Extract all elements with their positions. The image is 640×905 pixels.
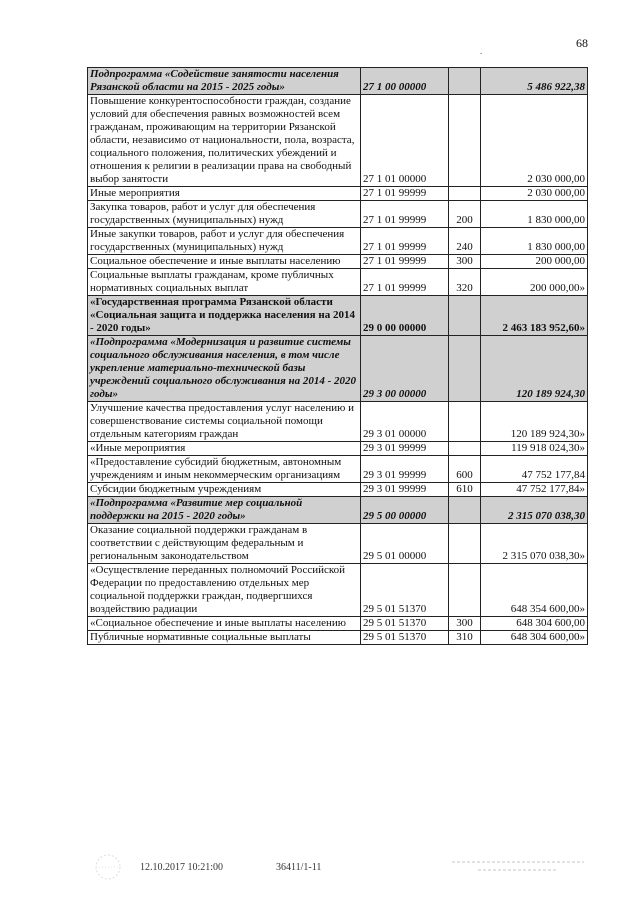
row-amount-cell: 2 315 070 038,30» (481, 524, 588, 564)
row-name-cell: Иные закупки товаров, работ и услуг для обеспечения государственных (муниципальных) нужд (88, 228, 361, 255)
row-vr-cell (449, 68, 481, 95)
row-code-cell: 29 5 01 00000 (361, 524, 449, 564)
row-amount-cell: 2 463 183 952,60» (481, 296, 588, 336)
dot-mark: . (480, 46, 483, 56)
table-row (88, 269, 588, 296)
row-code-cell: 29 3 01 99999 (361, 483, 449, 497)
row-amount-cell: 2 315 070 038,30 (481, 497, 588, 524)
row-code-cell: 27 1 01 99999 (361, 255, 449, 269)
row-vr-cell: 610 (449, 483, 481, 497)
row-code-cell: 29 5 01 51370 (361, 631, 449, 645)
row-code-cell: 27 1 01 99999 (361, 187, 449, 201)
row-name-cell: Иные мероприятия (88, 187, 361, 201)
row-name-cell: Повышение конкурентоспособности граждан, создание условий для обеспечения равных возможностей всем гражданам, проживающим на территории Рязанской области, независимо от национальности, пола, возраста, социального положения, политических убеждений и отношения к религии в реализации права на свободный выбор занятости (88, 95, 361, 187)
table-row (88, 228, 588, 255)
row-name-cell: «Предоставление субсидий бюджетным, автономным учреждениям и иным некоммерческим организациям (88, 456, 361, 483)
row-name-cell: «Подпрограмма «Развитие мер социальной поддержки на 2015 - 2020 годы» (88, 497, 361, 524)
row-vr-cell (449, 187, 481, 201)
row-code-cell: 29 5 01 51370 (361, 564, 449, 617)
row-amount-cell: 119 918 024,30» (481, 442, 588, 456)
table-row (88, 255, 588, 269)
row-amount-cell: 648 304 600,00» (481, 631, 588, 645)
table-row (88, 95, 588, 187)
table-row (88, 631, 588, 645)
row-name-cell: Оказание социальной поддержки гражданам в соответствии с действующим федеральным и региональным законодательством (88, 524, 361, 564)
row-code-cell: 29 3 01 99999 (361, 442, 449, 456)
row-name-cell: Улучшение качества предоставления услуг населению и совершенствование системы социальной помощи отдельным категориям граждан (88, 402, 361, 442)
row-name-cell: Социальные выплаты гражданам, кроме публичных нормативных социальных выплат (88, 269, 361, 296)
row-code-cell: 27 1 01 99999 (361, 269, 449, 296)
row-code-cell: 29 0 00 00000 (361, 296, 449, 336)
row-name-cell: Публичные нормативные социальные выплаты (88, 631, 361, 645)
row-amount-cell: 1 830 000,00 (481, 201, 588, 228)
row-name-cell: Социальное обеспечение и иные выплаты населению (88, 255, 361, 269)
row-amount-cell: 200 000,00» (481, 269, 588, 296)
row-code-cell: 29 5 01 51370 (361, 617, 449, 631)
row-amount-cell: 47 752 177,84 (481, 456, 588, 483)
row-vr-cell: 240 (449, 228, 481, 255)
table-row (88, 483, 588, 497)
row-vr-cell (449, 497, 481, 524)
row-amount-cell: 120 189 924,30» (481, 402, 588, 442)
row-amount-cell: 5 486 922,38 (481, 68, 588, 95)
row-amount-cell: 120 189 924,30 (481, 336, 588, 402)
table-row (88, 497, 588, 524)
row-name-cell: «Осуществление переданных полномочий Российской Федерации по предоставлению отдельных мер социальной поддержки граждан, подвергшихся воздействию радиации (88, 564, 361, 617)
row-name-cell: «Социальное обеспечение и иные выплаты населению (88, 617, 361, 631)
table-row (88, 564, 588, 617)
row-amount-cell: 47 752 177,84» (481, 483, 588, 497)
row-amount-cell: 2 030 000,00 (481, 95, 588, 187)
budget-table (87, 67, 588, 645)
row-amount-cell: 1 830 000,00 (481, 228, 588, 255)
row-vr-cell (449, 524, 481, 564)
row-vr-cell (449, 442, 481, 456)
row-name-cell: Субсидии бюджетным учреждениям (88, 483, 361, 497)
row-name-cell: Подпрограмма «Содействие занятости населения Рязанской области на 2015 - 2025 годы» (88, 68, 361, 95)
row-code-cell: 29 3 01 00000 (361, 402, 449, 442)
table-row (88, 402, 588, 442)
table-row (88, 187, 588, 201)
row-code-cell: 27 1 00 00000 (361, 68, 449, 95)
table-row (88, 456, 588, 483)
row-code-cell: 29 3 00 00000 (361, 336, 449, 402)
footer-timestamp: 12.10.2017 10:21:00 (140, 862, 224, 873)
stamp-mark-right (448, 857, 588, 875)
row-name-cell: «Государственная программа Рязанской области «Социальная защита и поддержка населения на 2014 - 2020 годы» (88, 296, 361, 336)
row-vr-cell (449, 296, 481, 336)
row-code-cell: 27 1 01 99999 (361, 228, 449, 255)
row-amount-cell: 648 354 600,00» (481, 564, 588, 617)
budget-table-body (88, 68, 588, 645)
row-vr-cell (449, 564, 481, 617)
row-name-cell: Закупка товаров, работ и услуг для обеспечения государственных (муниципальных) нужд (88, 201, 361, 228)
row-code-cell: 27 1 01 00000 (361, 95, 449, 187)
row-vr-cell: 600 (449, 456, 481, 483)
row-code-cell: 27 1 01 99999 (361, 201, 449, 228)
table-row (88, 617, 588, 631)
table-row (88, 201, 588, 228)
row-name-cell: «Подпрограмма «Модернизация и развитие системы социального обслуживания населения, в том числе укрепление материально-технической базы учреждений социального обслуживания на 2014 - 2020 годы» (88, 336, 361, 402)
row-vr-cell (449, 336, 481, 402)
row-vr-cell: 310 (449, 631, 481, 645)
footer-doc-code: 36411/1-11 (276, 862, 322, 873)
row-vr-cell (449, 95, 481, 187)
row-name-cell: «Иные мероприятия (88, 442, 361, 456)
row-vr-cell: 320 (449, 269, 481, 296)
table-row (88, 524, 588, 564)
row-code-cell: 29 3 01 99999 (361, 456, 449, 483)
table-row (88, 68, 588, 95)
page-number: 68 (576, 36, 588, 50)
table-row (88, 442, 588, 456)
row-amount-cell: 648 304 600,00 (481, 617, 588, 631)
row-vr-cell (449, 402, 481, 442)
row-amount-cell: 2 030 000,00 (481, 187, 588, 201)
row-code-cell: 29 5 00 00000 (361, 497, 449, 524)
table-row (88, 336, 588, 402)
table-row (88, 296, 588, 336)
row-amount-cell: 200 000,00 (481, 255, 588, 269)
row-vr-cell: 200 (449, 201, 481, 228)
stamp-mark-left (88, 852, 128, 882)
row-vr-cell: 300 (449, 617, 481, 631)
row-vr-cell: 300 (449, 255, 481, 269)
